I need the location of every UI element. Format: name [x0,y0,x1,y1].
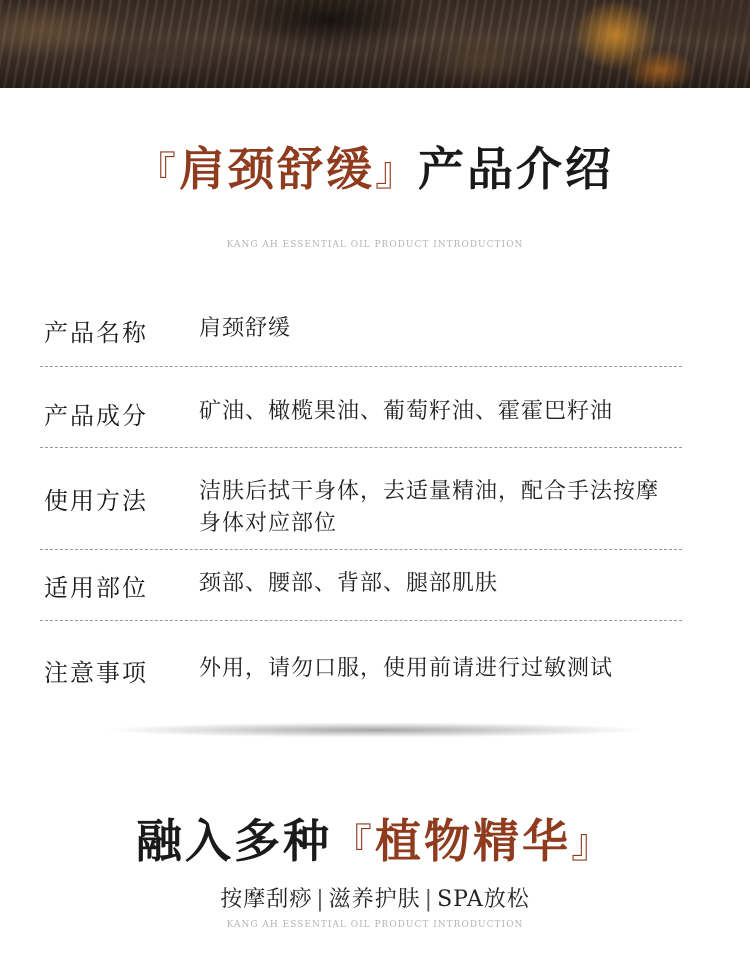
tagline-separator: | [424,887,434,912]
title-accent-text: 植物精华 [375,814,571,868]
section-title-plant-essence [0,814,750,868]
tagline-separator: | [316,887,325,912]
title-bracket-close: 』 [375,149,418,195]
row-divider [40,366,682,367]
spec-label: 产品名称 [44,319,148,347]
spec-value: 外用，请勿口服，使用前请进行过敏测试 [199,656,614,681]
tagline-item: 滋养护肤 [328,887,421,912]
row-divider [40,447,682,448]
spec-label: 使用方法 [44,487,148,515]
spec-value: 矿油、橄榄果油、葡萄籽油、霍霍巴籽油 [199,399,614,424]
spec-label: 适用部位 [44,574,148,602]
spec-value: 洁肤后拭干身体，去适量精油，配合手法按摩身体对应部位 [199,479,660,536]
section-title-product-intro [0,142,750,196]
row-divider [40,620,682,621]
section-subtitle-en: KANG AH ESSENTIAL OIL PRODUCT INTRODUCTION [226,920,524,930]
benefits-tagline [0,882,750,913]
spec-value: 颈部、腰部、背部、腿部肌肤 [199,571,499,596]
title-bracket-open: 『 [136,149,179,195]
title-accent-text: 肩颈舒缓 [179,142,375,196]
tagline-item: SPA放松 [437,887,530,912]
top-banner-image [0,0,750,88]
section-shadow-divider [0,722,750,746]
spec-value: 肩颈舒缓 [199,316,292,341]
tagline-item: 按摩刮痧 [220,887,313,912]
title-plain-text: 融入多种 [136,814,332,868]
title-plain-text: 产品介绍 [418,142,614,196]
section-subtitle-en: KANG AH ESSENTIAL OIL PRODUCT INTRODUCTION [226,240,524,250]
row-divider [40,549,682,550]
spec-label: 产品成分 [44,402,148,430]
title-bracket-close: 』 [571,821,614,867]
title-bracket-open: 『 [332,821,375,867]
spec-label: 注意事项 [44,659,148,687]
